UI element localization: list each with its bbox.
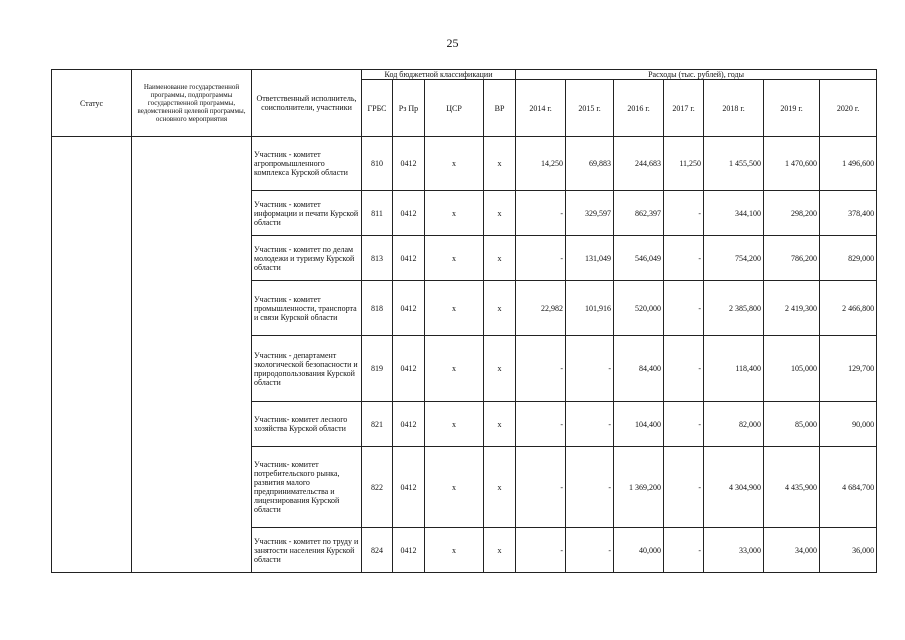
value-2017: 11,250 <box>664 137 704 191</box>
header-csr: ЦСР <box>425 80 484 137</box>
value-2014: - <box>516 528 566 573</box>
responsible-cell: Участник- комитет потребительского рынка, развития малого предпринимательства и лицензирования Курской области <box>252 447 362 528</box>
value-2020: 129,700 <box>820 336 877 402</box>
grbs-cell: 818 <box>362 281 393 336</box>
grbs-cell: 824 <box>362 528 393 573</box>
value-2019: 4 435,900 <box>764 447 820 528</box>
value-2014: - <box>516 402 566 447</box>
value-2017: - <box>664 447 704 528</box>
grbs-cell: 810 <box>362 137 393 191</box>
value-2019: 105,000 <box>764 336 820 402</box>
value-2015: 101,916 <box>566 281 614 336</box>
value-2016: 862,397 <box>614 191 664 236</box>
table-row <box>52 137 877 191</box>
responsible-cell: Участник - комитет по делам молодежи и туризму Курской области <box>252 236 362 281</box>
header-status: Статус <box>52 70 132 137</box>
value-2017: - <box>664 528 704 573</box>
value-2017: - <box>664 336 704 402</box>
value-2020: 2 466,800 <box>820 281 877 336</box>
header-budget-code: Код бюджетной классификации <box>362 70 516 80</box>
value-2018: 4 304,900 <box>704 447 764 528</box>
status-cell <box>52 137 132 573</box>
header-year-2016: 2016 г. <box>614 80 664 137</box>
value-2014: 14,250 <box>516 137 566 191</box>
value-2016: 84,400 <box>614 336 664 402</box>
value-2019: 786,200 <box>764 236 820 281</box>
value-2020: 90,000 <box>820 402 877 447</box>
grbs-cell: 822 <box>362 447 393 528</box>
value-2019: 34,000 <box>764 528 820 573</box>
value-2015: 69,883 <box>566 137 614 191</box>
rzpr-cell: 0412 <box>393 447 425 528</box>
header-grbs: ГРБС <box>362 80 393 137</box>
responsible-cell: Участник - комитет по труду и занятости населения Курской области <box>252 528 362 573</box>
rzpr-cell: 0412 <box>393 402 425 447</box>
vr-cell: х <box>484 137 516 191</box>
rzpr-cell: 0412 <box>393 137 425 191</box>
csr-cell: х <box>425 402 484 447</box>
value-2017: - <box>664 236 704 281</box>
grbs-cell: 819 <box>362 336 393 402</box>
value-2018: 82,000 <box>704 402 764 447</box>
header-year-2015: 2015 г. <box>566 80 614 137</box>
value-2014: - <box>516 236 566 281</box>
value-2020: 1 496,600 <box>820 137 877 191</box>
header-year-2014: 2014 г. <box>516 80 566 137</box>
value-2016: 244,683 <box>614 137 664 191</box>
rzpr-cell: 0412 <box>393 528 425 573</box>
value-2018: 1 455,500 <box>704 137 764 191</box>
vr-cell: х <box>484 402 516 447</box>
value-2015: - <box>566 402 614 447</box>
grbs-cell: 811 <box>362 191 393 236</box>
header-responsible: Ответственный исполнитель, соисполнители, участники <box>252 70 362 137</box>
value-2014: - <box>516 336 566 402</box>
value-2015: - <box>566 447 614 528</box>
responsible-cell: Участник - комитет информации и печати Курской области <box>252 191 362 236</box>
value-2016: 520,000 <box>614 281 664 336</box>
header-program-name: Наименование государственной программы, подпрограммы государственной программы, ведомственной целевой программы, основного мероприятия <box>132 70 252 137</box>
value-2019: 298,200 <box>764 191 820 236</box>
vr-cell: х <box>484 447 516 528</box>
value-2018: 2 385,800 <box>704 281 764 336</box>
value-2014: 22,982 <box>516 281 566 336</box>
value-2014: - <box>516 447 566 528</box>
value-2016: 104,400 <box>614 402 664 447</box>
rzpr-cell: 0412 <box>393 281 425 336</box>
header-expenses: Расходы (тыс. рублей), годы <box>516 70 877 80</box>
header-year-2020: 2020 г. <box>820 80 877 137</box>
header-year-2019: 2019 г. <box>764 80 820 137</box>
value-2018: 118,400 <box>704 336 764 402</box>
value-2015: - <box>566 528 614 573</box>
csr-cell: х <box>425 528 484 573</box>
value-2015: 131,049 <box>566 236 614 281</box>
value-2020: 829,000 <box>820 236 877 281</box>
value-2016: 546,049 <box>614 236 664 281</box>
responsible-cell: Участник - комитет агропромышленного комплекса Курской области <box>252 137 362 191</box>
csr-cell: х <box>425 281 484 336</box>
header-year-2017: 2017 г. <box>664 80 704 137</box>
csr-cell: х <box>425 236 484 281</box>
responsible-cell: Участник- комитет лесного хозяйства Курской области <box>252 402 362 447</box>
vr-cell: х <box>484 336 516 402</box>
value-2019: 2 419,300 <box>764 281 820 336</box>
vr-cell: х <box>484 528 516 573</box>
header-year-2018: 2018 г. <box>704 80 764 137</box>
value-2015: - <box>566 336 614 402</box>
rzpr-cell: 0412 <box>393 236 425 281</box>
vr-cell: х <box>484 191 516 236</box>
value-2017: - <box>664 191 704 236</box>
grbs-cell: 821 <box>362 402 393 447</box>
csr-cell: х <box>425 336 484 402</box>
responsible-cell: Участник - комитет промышленности, транспорта и связи Курской области <box>252 281 362 336</box>
value-2020: 36,000 <box>820 528 877 573</box>
value-2018: 754,200 <box>704 236 764 281</box>
value-2020: 378,400 <box>820 191 877 236</box>
page-number: 25 <box>446 36 459 50</box>
vr-cell: х <box>484 236 516 281</box>
csr-cell: х <box>425 447 484 528</box>
responsible-cell: Участник - департамент экологической безопасности и природопользования Курской области <box>252 336 362 402</box>
rzpr-cell: 0412 <box>393 191 425 236</box>
budget-table <box>51 69 877 573</box>
csr-cell: х <box>425 137 484 191</box>
grbs-cell: 813 <box>362 236 393 281</box>
value-2018: 33,000 <box>704 528 764 573</box>
header-vr: ВР <box>484 80 516 137</box>
table-body <box>52 137 877 573</box>
header-rzpr: Рз Пр <box>393 80 425 137</box>
program-name-cell <box>132 137 252 573</box>
value-2019: 1 470,600 <box>764 137 820 191</box>
value-2017: - <box>664 402 704 447</box>
value-2014: - <box>516 191 566 236</box>
rzpr-cell: 0412 <box>393 336 425 402</box>
vr-cell: х <box>484 281 516 336</box>
value-2017: - <box>664 281 704 336</box>
value-2018: 344,100 <box>704 191 764 236</box>
value-2016: 1 369,200 <box>614 447 664 528</box>
csr-cell: х <box>425 191 484 236</box>
value-2020: 4 684,700 <box>820 447 877 528</box>
value-2019: 85,000 <box>764 402 820 447</box>
value-2016: 40,000 <box>614 528 664 573</box>
value-2015: 329,597 <box>566 191 614 236</box>
